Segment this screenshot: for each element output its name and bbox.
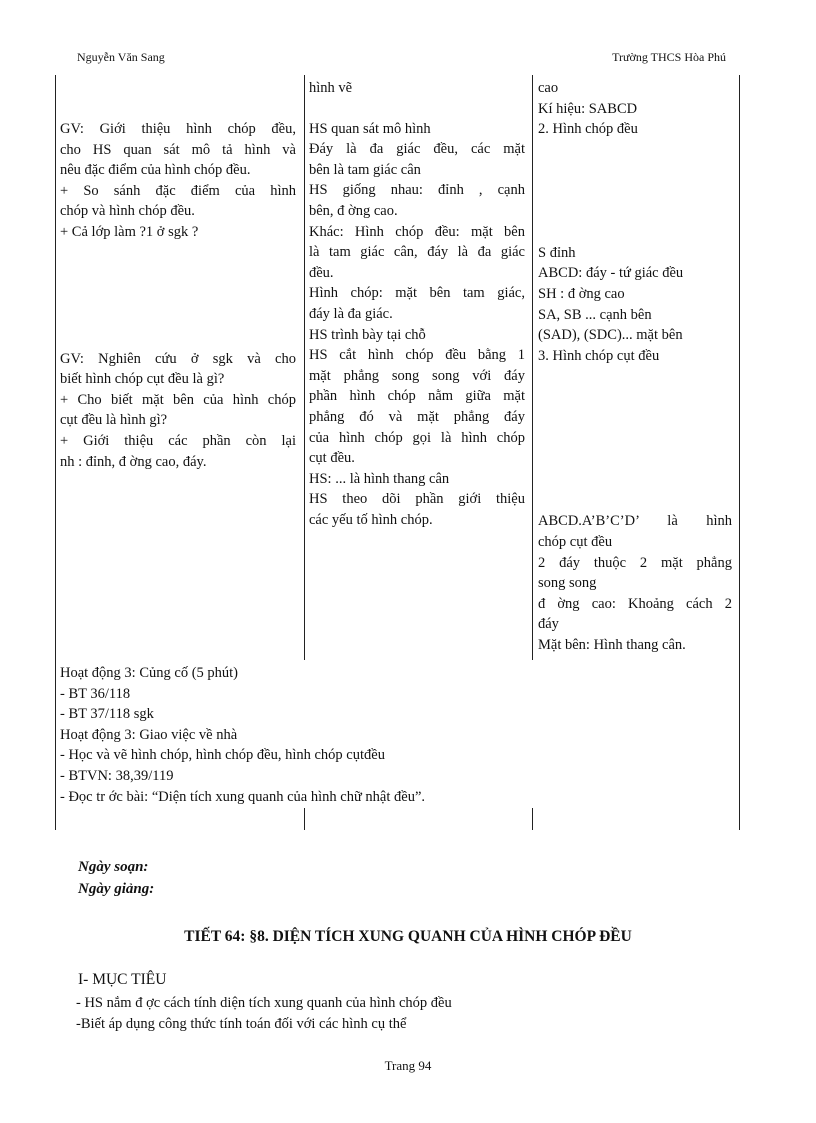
cell-line: HS cắt hình chóp đều bằng 1: [309, 347, 525, 364]
cell-line: HS quan sát mô hình: [309, 120, 431, 137]
table-divider-1: [304, 75, 305, 660]
cell-line: Đáy là đa giác đều, các mặt: [309, 141, 525, 158]
cell-line: Kí hiệu: SABCD: [538, 100, 638, 117]
summary-line: - Học và vẽ hình chóp, hình chóp đều, hình chóp cụtđều: [60, 747, 385, 764]
table-divider-1-stub: [304, 808, 305, 830]
cell-line: ABCD.A’B’C’D’ là hình: [538, 513, 732, 530]
cell-line: (SAD), (SDC)... mặt bên: [538, 327, 683, 344]
cell-line: mặt phẳng song song với đáy: [309, 367, 525, 384]
cell-line: đ ờng cao: Khoảng cách 2: [538, 595, 732, 612]
cell-line: đều.: [309, 264, 334, 281]
cell-line: 2. Hình chóp đều: [538, 121, 638, 138]
cell-line: hình vẽ: [309, 80, 353, 96]
cell-spacer: [538, 366, 732, 511]
cell-line: cho HS quan sát mô tả hình và: [60, 141, 296, 158]
cell-line: HS: ... là hình thang cân: [309, 470, 450, 487]
cell-line: các yếu tố hình chóp.: [309, 511, 433, 528]
summary-line: - BT 36/118: [60, 685, 131, 702]
section-body: [76, 993, 452, 1034]
cell-line: S đỉnh: [538, 244, 576, 261]
cell-line: ABCD: đáy - tứ giác đều: [538, 265, 684, 282]
cell-line: cụt đều.: [309, 450, 355, 467]
cell-spacer: [309, 99, 525, 119]
lesson-dates: [78, 856, 154, 900]
section-title: I- MỤC TIÊU: [78, 971, 167, 988]
cell-line: HS trình bày tại chỗ: [309, 326, 426, 343]
cell-line: biết hình chóp cụt đều là gì?: [60, 371, 225, 388]
cell-line: GV: Nghiên cứu ở sgk và cho: [60, 350, 296, 367]
cell-line: phẳng đó và mặt phẳng đáy: [309, 408, 525, 425]
cell-line: + So sánh đặc điểm của hình: [60, 182, 296, 199]
summary-line: - Đọc tr ớc bài: “Diện tích xung quanh của hình chữ nhật đều”.: [60, 788, 426, 805]
header-author: Nguyễn Văn Sang: [77, 50, 165, 64]
student-activity-column: [309, 78, 525, 530]
lesson-title: TIẾT 64: §8. DIỆN TÍCH XUNG QUANH CỦA HÌNH CHÓP ĐỀU: [184, 928, 632, 945]
cell-line: GV: Giới thiệu hình chóp đều,: [60, 121, 296, 137]
cell-line: SA, SB ... cạnh bên: [538, 306, 652, 323]
summary-line: - BTVN: 38,39/119: [60, 767, 174, 784]
table-divider-2-stub: [532, 808, 533, 830]
cell-line: nh : đỉnh, đ ờng cao, đáy.: [60, 453, 207, 470]
cell-line: + Cho biết mặt bên của hình chóp: [60, 391, 296, 408]
cell-line: 3. Hình chóp cụt đều: [538, 347, 660, 364]
cell-line: chóp cụt đều: [538, 533, 613, 550]
date-prepared-label: Ngày soạn:: [78, 859, 149, 875]
table-border-left: [55, 75, 56, 830]
teacher-activity-column: [60, 78, 296, 472]
cell-line: HS theo dõi phần giới thiệu: [309, 491, 525, 508]
cell-spacer: [538, 140, 732, 243]
cell-spacer: [60, 78, 296, 119]
activity-summary: [60, 663, 425, 807]
table-border-right: [739, 75, 740, 830]
cell-line: đáy: [538, 616, 559, 633]
cell-line: + Cả lớp làm ?1 ở sgk ?: [60, 223, 199, 240]
cell-line: phần hình chóp nằm giữa mặt: [309, 388, 525, 405]
cell-line: Hình chóp: mặt bên tam giác,: [309, 285, 525, 302]
cell-line: là tam giác cân, đáy là đa giác: [309, 244, 525, 261]
cell-line: bên, đ ờng cao.: [309, 202, 398, 219]
section-line: - HS nắm đ ợc cách tính diện tích xung quanh của hình chóp đều: [76, 995, 452, 1011]
cell-line: cao: [538, 80, 559, 96]
cell-line: bên là tam giác cân: [309, 161, 421, 178]
cell-line: chóp và hình chóp đều.: [60, 203, 195, 220]
cell-line: 2 đáy thuộc 2 mặt phẳng: [538, 554, 732, 571]
cell-line: song song: [538, 575, 597, 592]
summary-line: Hoạt động 3: Giao việc về nhà: [60, 726, 238, 743]
summary-line: - BT 37/118 sgk: [60, 706, 154, 723]
cell-line: + Giới thiệu các phần còn lại: [60, 432, 296, 449]
section-line: -Biết áp dụng công thức tính toán đối với các hình cụ thể: [76, 1015, 407, 1032]
cell-line: HS giống nhau: đỉnh , cạnh: [309, 182, 525, 199]
summary-line: Hoạt động 3: Củng cố (5 phút): [60, 665, 239, 681]
table-divider-2: [532, 75, 533, 660]
header-school: Trường THCS Hòa Phú: [612, 50, 726, 64]
cell-line: nêu đặc điểm của hình chóp đều.: [60, 162, 251, 179]
cell-line: SH : đ ờng cao: [538, 285, 625, 302]
content-column: [538, 78, 732, 656]
cell-line: Mặt bên: Hình thang cân.: [538, 636, 686, 653]
cell-line: Khác: Hình chóp đều: mặt bên: [309, 223, 525, 240]
page-number: Trang 94: [384, 1058, 432, 1073]
cell-line: đáy là đa giác.: [309, 305, 393, 322]
cell-line: của hình chóp gọi là hình chóp: [309, 429, 525, 446]
date-taught-label: Ngày giảng:: [78, 881, 155, 897]
cell-spacer: [60, 243, 296, 349]
cell-line: cụt đều là hình gì?: [60, 412, 168, 429]
